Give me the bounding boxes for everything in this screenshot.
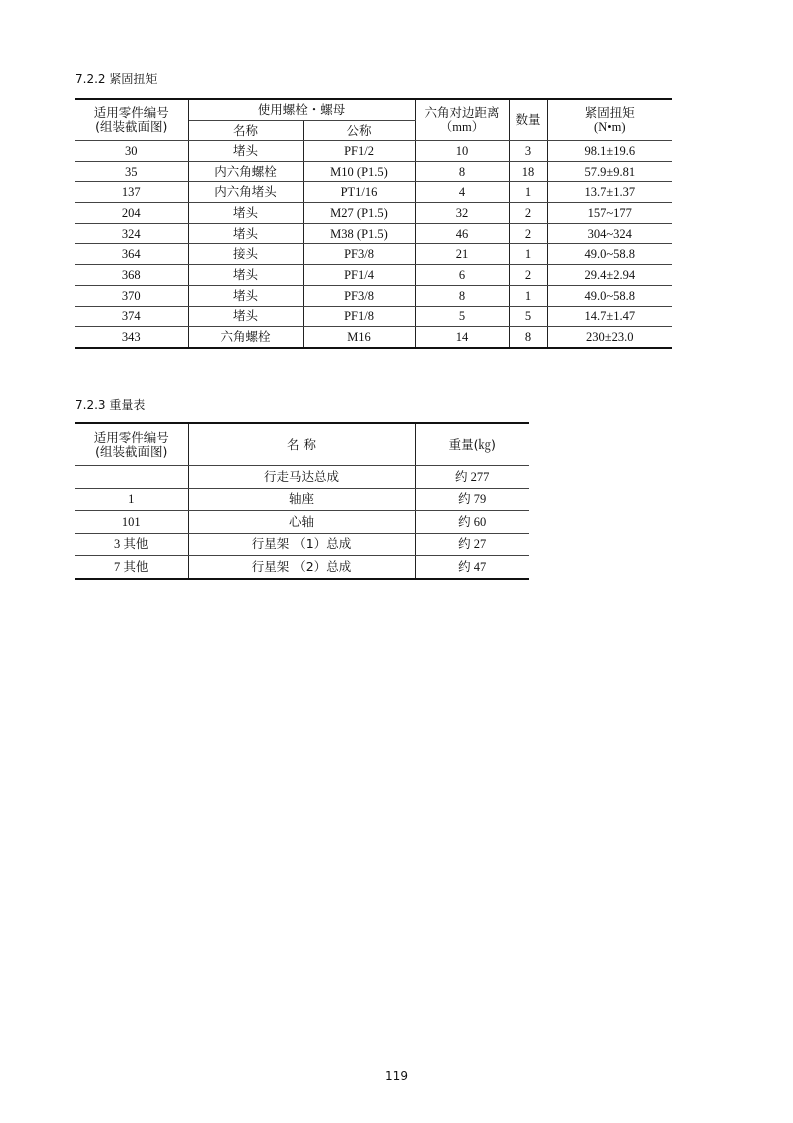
cell-name: 轴座 bbox=[188, 488, 415, 511]
cell-weight: 约 47 bbox=[415, 556, 529, 579]
table-row bbox=[75, 327, 672, 348]
cell-part-no: 368 bbox=[75, 265, 188, 286]
cell-hex: 14 bbox=[415, 327, 509, 348]
table-row bbox=[75, 285, 672, 306]
cell-torque: 230±23.0 bbox=[547, 327, 672, 348]
cell-hex: 8 bbox=[415, 285, 509, 306]
cell-torque: 49.0~58.8 bbox=[547, 285, 672, 306]
cell-hex: 8 bbox=[415, 161, 509, 182]
cell-name: 堵头 bbox=[188, 223, 303, 244]
cell-name: 堵头 bbox=[188, 306, 303, 327]
torque-table bbox=[75, 98, 672, 349]
table-row bbox=[75, 556, 529, 579]
cell-qty: 1 bbox=[509, 244, 547, 265]
table-row bbox=[75, 141, 672, 162]
table-row bbox=[75, 533, 529, 556]
cell-name: 接头 bbox=[188, 244, 303, 265]
cell-torque: 98.1±19.6 bbox=[547, 141, 672, 162]
cell-qty: 3 bbox=[509, 141, 547, 162]
header-nominal: 公称 bbox=[303, 121, 415, 141]
cell-part-no: 374 bbox=[75, 306, 188, 327]
cell-weight: 约 27 bbox=[415, 533, 529, 556]
cell-part-no: 324 bbox=[75, 223, 188, 244]
cell-part-no: 7 其他 bbox=[75, 556, 188, 579]
cell-name: 六角螺栓 bbox=[188, 327, 303, 348]
cell-name: 内六角螺栓 bbox=[188, 161, 303, 182]
header-hex-line2: （mm） bbox=[439, 120, 485, 134]
header-name: 名称 bbox=[188, 121, 303, 141]
cell-torque: 13.7±1.37 bbox=[547, 182, 672, 203]
cell-part-no: 35 bbox=[75, 161, 188, 182]
cell-part-no: 343 bbox=[75, 327, 188, 348]
cell-hex: 46 bbox=[415, 223, 509, 244]
cell-qty: 5 bbox=[509, 306, 547, 327]
cell-part-no: 204 bbox=[75, 203, 188, 224]
cell-part-no: 30 bbox=[75, 141, 188, 162]
cell-weight: 约 60 bbox=[415, 511, 529, 534]
cell-weight: 约 79 bbox=[415, 488, 529, 511]
cell-nominal: PT1/16 bbox=[303, 182, 415, 203]
header-torque-line1: 紧固扭矩 bbox=[584, 105, 635, 120]
cell-qty: 18 bbox=[509, 161, 547, 182]
table-row bbox=[75, 223, 672, 244]
cell-name: 堵头 bbox=[188, 141, 303, 162]
cell-nominal: PF1/4 bbox=[303, 265, 415, 286]
header-torque-line2: (N•m) bbox=[594, 120, 626, 134]
cell-qty: 8 bbox=[509, 327, 547, 348]
cell-part-no: 1 bbox=[75, 488, 188, 511]
cell-hex: 5 bbox=[415, 306, 509, 327]
cell-nominal: PF1/8 bbox=[303, 306, 415, 327]
weight-header-weight: 重量(㎏) bbox=[415, 423, 529, 466]
table-row bbox=[75, 306, 672, 327]
cell-qty: 1 bbox=[509, 285, 547, 306]
cell-name: 堵头 bbox=[188, 203, 303, 224]
cell-hex: 10 bbox=[415, 141, 509, 162]
header-qty: 数量 bbox=[509, 99, 547, 141]
header-torque bbox=[547, 99, 672, 141]
cell-qty: 2 bbox=[509, 203, 547, 224]
cell-name: 行星架 （1）总成 bbox=[188, 533, 415, 556]
page-number: 119 bbox=[385, 1069, 408, 1083]
header-hex-line1: 六角对边距离 bbox=[424, 105, 500, 120]
header-part-no-line1: 适用零件编号 bbox=[93, 105, 169, 120]
cell-qty: 2 bbox=[509, 223, 547, 244]
cell-hex: 21 bbox=[415, 244, 509, 265]
weight-header-part-no-line2: (组装截面图) bbox=[95, 443, 168, 459]
weight-header-name: 名 称 bbox=[188, 423, 415, 466]
cell-nominal: M27 (P1.5) bbox=[303, 203, 415, 224]
cell-part-no: 370 bbox=[75, 285, 188, 306]
cell-part-no: 137 bbox=[75, 182, 188, 203]
table-row bbox=[75, 203, 672, 224]
cell-qty: 1 bbox=[509, 182, 547, 203]
cell-nominal: M16 bbox=[303, 327, 415, 348]
cell-part-no: 101 bbox=[75, 511, 188, 534]
cell-part-no: 3 其他 bbox=[75, 533, 188, 556]
weight-table bbox=[75, 422, 529, 580]
cell-torque: 57.9±9.81 bbox=[547, 161, 672, 182]
table-row bbox=[75, 466, 529, 489]
cell-nominal: M38 (P1.5) bbox=[303, 223, 415, 244]
cell-nominal: PF3/8 bbox=[303, 285, 415, 306]
cell-name: 心轴 bbox=[188, 511, 415, 534]
cell-hex: 32 bbox=[415, 203, 509, 224]
cell-nominal: PF1/2 bbox=[303, 141, 415, 162]
cell-name: 行星架 （2）总成 bbox=[188, 556, 415, 579]
cell-weight: 约 277 bbox=[415, 466, 529, 489]
cell-torque: 29.4±2.94 bbox=[547, 265, 672, 286]
cell-part-no: 364 bbox=[75, 244, 188, 265]
table-row bbox=[75, 161, 672, 182]
weight-table-body bbox=[75, 466, 529, 579]
table-row bbox=[75, 265, 672, 286]
header-part-no-line2: (组装截面图) bbox=[95, 119, 168, 134]
table-row bbox=[75, 182, 672, 203]
cell-torque: 157~177 bbox=[547, 203, 672, 224]
cell-nominal: M10 (P1.5) bbox=[303, 161, 415, 182]
table-row bbox=[75, 488, 529, 511]
cell-part-no bbox=[75, 466, 188, 489]
table-row bbox=[75, 244, 672, 265]
cell-name: 堵头 bbox=[188, 285, 303, 306]
cell-qty: 2 bbox=[509, 265, 547, 286]
cell-torque: 304~324 bbox=[547, 223, 672, 244]
weight-header-part-no-line1: 适用零件编号 bbox=[93, 429, 169, 445]
cell-name: 行走马达总成 bbox=[188, 466, 415, 489]
weight-section-title: 7.2.3 重量表 bbox=[75, 398, 146, 412]
cell-torque: 49.0~58.8 bbox=[547, 244, 672, 265]
table-row bbox=[75, 511, 529, 534]
cell-name: 内六角堵头 bbox=[188, 182, 303, 203]
cell-hex: 4 bbox=[415, 182, 509, 203]
header-hex bbox=[415, 99, 509, 141]
header-part-no bbox=[75, 99, 188, 141]
cell-name: 堵头 bbox=[188, 265, 303, 286]
header-bolt-nut: 使用螺栓・螺母 bbox=[188, 99, 415, 121]
weight-header-part-no bbox=[75, 423, 188, 466]
cell-nominal: PF3/8 bbox=[303, 244, 415, 265]
torque-section-title: 7.2.2 紧固扭矩 bbox=[75, 72, 158, 86]
cell-hex: 6 bbox=[415, 265, 509, 286]
torque-table-body bbox=[75, 141, 672, 348]
cell-torque: 14.7±1.47 bbox=[547, 306, 672, 327]
